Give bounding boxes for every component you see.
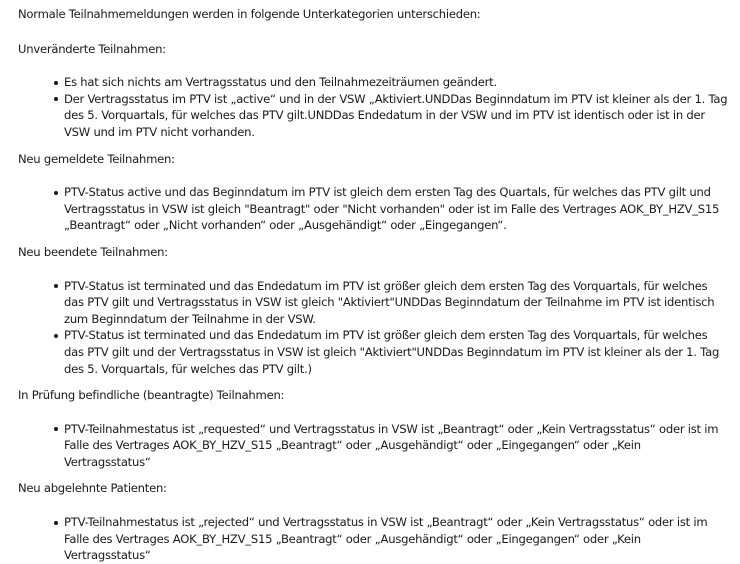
section-heading: Neu gemeldete Teilnahmen: [18, 151, 175, 166]
list-item: Der Vertragsstatus im PTV ist „active“ und in der VSW „Aktiviert.UNDDas Beginndatum im PTV ist kleiner als der 1. Tag des 5. Vorquartals, für welches das PTV gilt.UNDDas Endedatum in der VSW und im PTV ist identisch oder ist in der VSW und im PTV nicht vorhanden. [64, 91, 730, 141]
list-item: Es hat sich nichts am Vertragsstatus und den Teilnahmezeiträumen geändert. [64, 74, 730, 91]
list-item: PTV-Teilnahmestatus ist „requested“ und Vertragsstatus in VSW ist „Beantragt“ oder „Kein Vertragsstatus“ oder ist im Falle des Vertrages AOK_BY_HZV_S15 „Beantragt“ oder „Ausgehändigt“ oder „Eingegangen“ oder „Kein Vertragsstatus“ [64, 421, 730, 471]
bullet-list [18, 278, 730, 378]
list-item: PTV-Status ist terminated und das Endedatum im PTV ist größer gleich dem ersten Tag des Vorquartals, für welches das PTV gilt und der Vertragsstatus in VSW ist gleich "Aktiviert"UNDDas Beginndatum im PTV ist kleiner als der 1. Tag des 5. Vorquartals, für welches das PTV gilt.) [64, 327, 730, 377]
section-heading: Unveränderte Teilnahmen: [18, 41, 166, 56]
bullet-list [18, 421, 730, 471]
bullet-list [18, 74, 730, 140]
section-heading: Neu abgelehnte Patienten: [18, 481, 167, 496]
section-newly-terminated [18, 244, 730, 377]
list-item: PTV-Status ist terminated und das Endedatum im PTV ist größer gleich dem ersten Tag des Vorquartals, für welches das PTV gilt und Vertragsstatus in VSW ist gleich "Aktiviert"UNDDas Beginndatum der Teilnahme im PTV ist identisch zum Beginndatum der Teilnahme in der VSW. [64, 278, 730, 328]
list-item: PTV-Teilnahmestatus ist „rejected“ und Vertragsstatus in VSW ist „Beantragt“ oder „Kein Vertragsstatus“ oder ist im Falle des Vertrages AOK_BY_HZV_S15 „Beantragt“ oder „Ausgehändigt“ oder „Eingegangen“ oder „Kein Vertragsstatus“ [64, 514, 730, 564]
section-newly-rejected [18, 480, 730, 563]
section-newly-registered [18, 151, 730, 234]
bullet-list [18, 184, 730, 234]
bullet-list [18, 514, 730, 564]
section-heading: Neu beendete Teilnahmen: [18, 244, 168, 259]
section-heading: In Prüfung befindliche (beantragte) Teilnahmen: [18, 388, 285, 403]
section-unchanged [18, 41, 730, 141]
intro-paragraph: Normale Teilnahmemeldungen werden in folgende Unterkategorien unterschieden: [18, 7, 481, 21]
section-under-review [18, 387, 730, 470]
list-item: PTV-Status active und das Beginndatum im PTV ist gleich dem ersten Tag des Quartals, für welches das PTV gilt und Vertragsstatus in VSW ist gleich "Beantragt" oder "Nicht vorhanden" oder ist im Falle des Vertrages AOK_BY_HZV_S15 „Beantragt“ oder „Nicht vorhanden“ oder „Ausgehändigt“ oder „Eingegangen“. [64, 184, 730, 234]
